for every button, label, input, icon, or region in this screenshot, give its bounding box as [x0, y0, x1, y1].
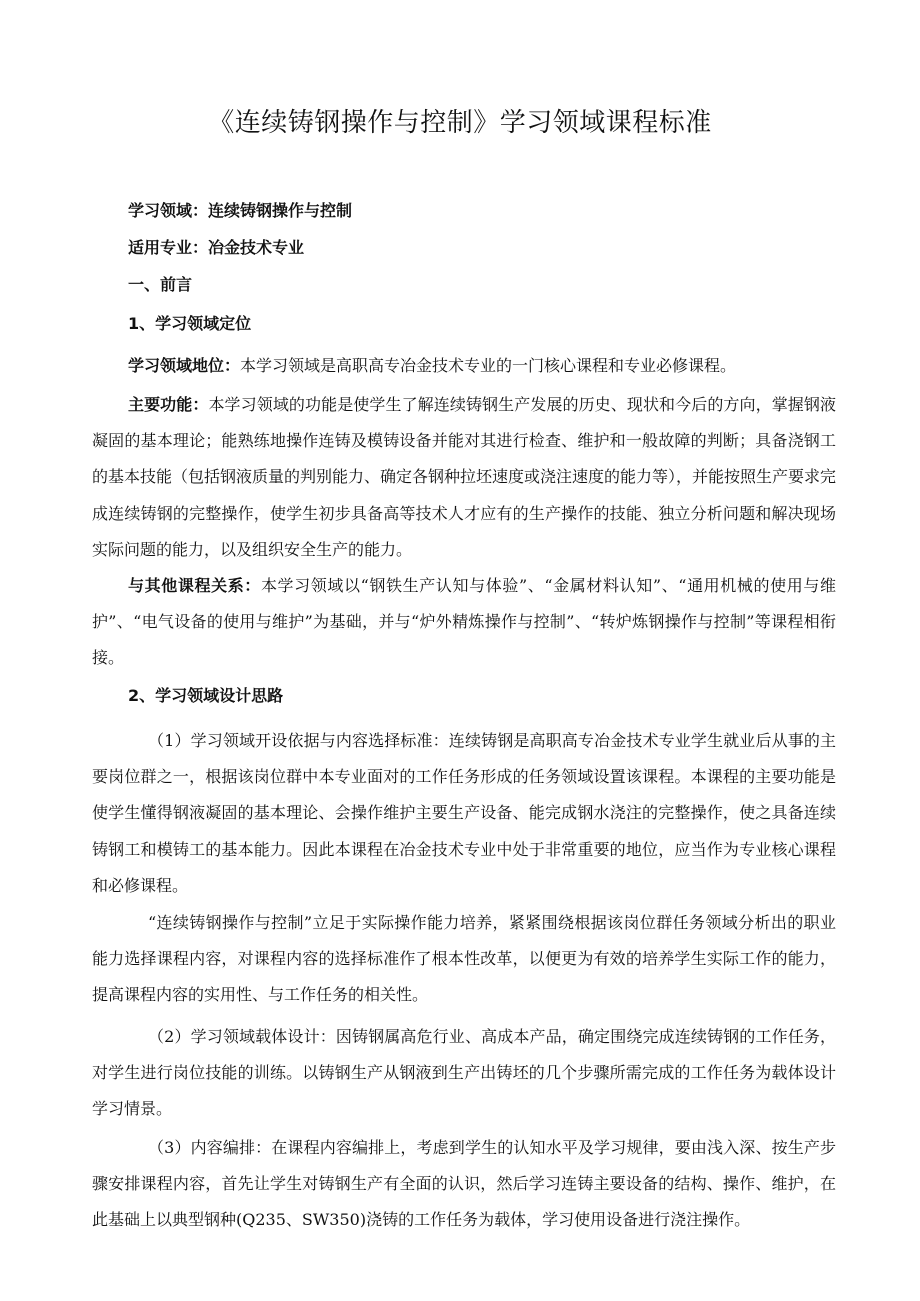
paragraph-design-2: “连续铸钢操作与控制”立足于实际操作能力培养，紧紧围绕根据该岗位群任务领域分析出的职业能力选择课程内容，对课程内容的选择标准作了根本性改革，以便更为有效的培养学生实际工作的能力，提高课程内容的实用性、与工作任务的相关性。	[92, 913, 836, 1005]
paragraph-status	[92, 348, 836, 384]
paragraph-function	[92, 387, 836, 568]
paragraph-status-lead: 学习领域地位：	[128, 356, 241, 375]
learning-field-line	[128, 199, 352, 223]
applicable-major-value: 冶金技术专业	[208, 238, 305, 257]
learning-field-label: 学习领域：	[128, 201, 209, 220]
paragraph-design-1: （1）学习领域开设依据与内容选择标准：连续铸钢是高职高专冶金技术专业学生就业后从事的主要岗位群之一，根据该岗位群中本专业面对的工作任务形成的任务领域设置该课程。本课程的主要功能是使学生懂得钢液凝固的基本理论、会操作维护主要生产设备、能完成钢水浇注的完整操作，使之具备连续铸钢工和模铸工的基本能力。因此本课程在冶金技术专业中处于非常重要的地位，应当作为专业核心课程和必修课程。	[92, 731, 836, 895]
section-heading-preface: 一、前言	[128, 275, 193, 294]
paragraph-status-text: 本学习领域是高职高专冶金技术专业的一门核心课程和专业必修课程。	[240, 356, 737, 375]
applicable-major-line	[128, 236, 304, 260]
subsection-heading-design: 2、学习领域设计思路	[128, 686, 284, 705]
paragraph-design-4: （3）内容编排：在课程内容编排上，考虑到学生的认知水平及学习规律，要由浅入深、按生产步骤安排课程内容，首先让学生对铸钢生产有全面的认识，然后学习连铸主要设备的结构、操作、维护，在此基础上以典型钢种(Q235、SW350)浇铸的工作任务为载体，学习使用设备进行浇注操作。	[92, 1138, 836, 1230]
paragraph-design-3: （2）学习领域载体设计：因铸钢属高危行业、高成本产品，确定围绕完成连续铸钢的工作任务，对学生进行岗位技能的训练。以铸钢生产从钢液到生产出铸坯的几个步骤所需完成的工作任务为载体设计学习情景。	[92, 1027, 836, 1119]
paragraph-relation-text: 本学习领域以“钢铁生产认知与体验”、“金属材料认知”、“通用机械的使用与维护”、“电气设备的使用与维护”为基础，并与“炉外精炼操作与控制”、“转炉炼钢操作与控制”等课程相衔接。	[92, 576, 836, 668]
paragraph-relation	[92, 568, 836, 677]
paragraph-function-text: 本学习领域的功能是使学生了解连续铸钢生产发展的历史、现状和今后的方向，掌握钢液凝固的基本理论；能熟练地操作连铸及模铸设备并能对其进行检查、维护和一般故障的判断；具备浇钢工的基本技能（包括钢液质量的判别能力、确定各钢种拉坯速度或浇注速度的能力等），并能按照生产要求完成连续铸钢的完整操作，使学生初步具备高等技术人才应有的生产操作的技能、独立分析问题和解决现场实际问题的能力，以及组织安全生产的能力。	[92, 395, 837, 559]
paragraph-relation-lead: 与其他课程关系：	[128, 576, 261, 595]
subsection-heading-positioning: 1、学习领域定位	[128, 314, 252, 333]
document-title: 《连续铸钢操作与控制》学习领域课程标准	[208, 108, 712, 138]
learning-field-value: 连续铸钢操作与控制	[208, 201, 353, 220]
applicable-major-label: 适用专业：	[128, 238, 209, 257]
paragraph-function-lead: 主要功能：	[128, 395, 209, 414]
